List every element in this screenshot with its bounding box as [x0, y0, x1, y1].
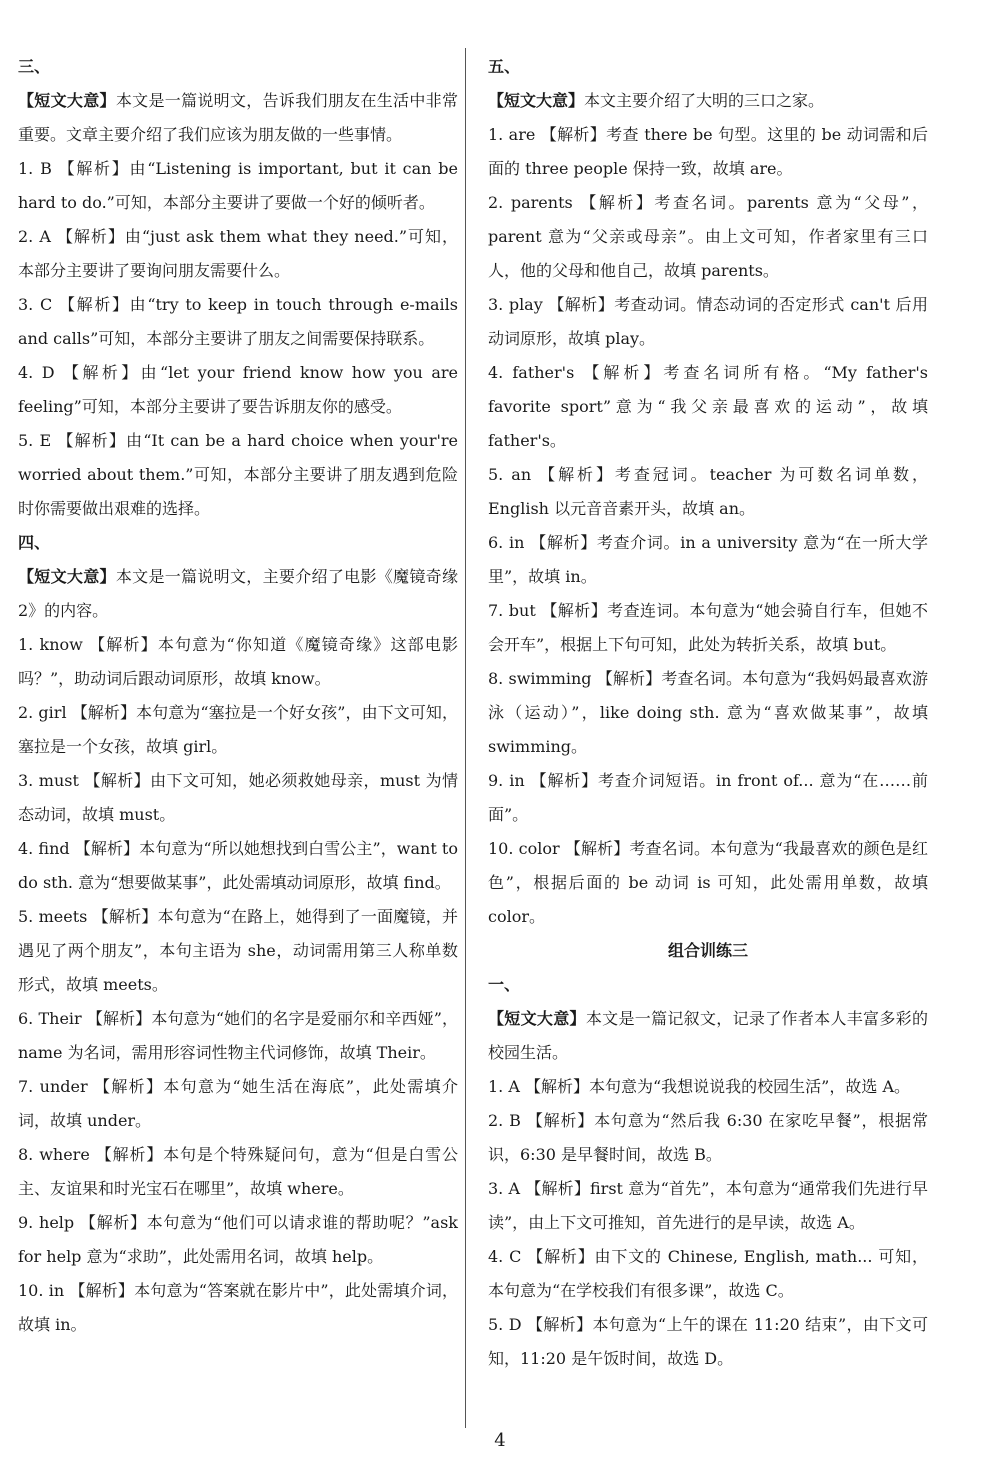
answer-item: 2. A 【解析】由“just ask them what they need.”可知，本部分主要讲了要询问朋友需要什么。 [18, 227, 458, 280]
section-5-heading: 五、 [488, 57, 521, 76]
answer-item: 8. where 【解析】本句是个特殊疑问句，意为“但是白雪公主、友谊果和时光宝石在哪里”，故填 where。 [18, 1145, 458, 1198]
answer-item: 5. E 【解析】由“It can be a hard choice when your're worried about them.”可知，本部分主要讲了朋友遇到危险时你需要做出艰难的选择。 [18, 431, 458, 518]
answer-item: 1. are 【解析】考查 there be 句型。这里的 be 动词需和后面的 three people 保持一致，故填 are。 [488, 125, 928, 178]
answer-item: 4. find 【解析】本句意为“所以她想找到白雪公主”，want to do sth. 意为“想要做某事”，此处需填动词原形，故填 find。 [18, 839, 458, 892]
answer-item: 3. C 【解析】由“try to keep in touch through e-mails and calls”可知，本部分主要讲了朋友之间需要保持联系。 [18, 295, 458, 348]
summary-text: 本文是一篇说明文，告诉我们朋友在生活中非常重要。文章主要介绍了我们应该为朋友做的一些事情。 [18, 91, 458, 144]
answer-item: 4. father's 【解析】考查名词所有格。“My father's favorite sport”意为“我父亲最喜欢的运动”，故填 father's。 [488, 363, 928, 450]
answer-item: 3. play 【解析】考查动词。情态动词的否定形式 can't 后用动词原形，故填 play。 [488, 295, 928, 348]
answer-item: 3. must 【解析】由下文可知，她必须救她母亲，must 为情态动词，故填 must。 [18, 771, 458, 824]
left-column [18, 50, 458, 1342]
answer-item: 1. B 【解析】由“Listening is important, but it can be hard to do.”可知，本部分主要讲了要做一个好的倾听者。 [18, 159, 458, 212]
summary-text: 本文是一篇记叙文，记录了作者本人丰富多彩的校园生活。 [488, 1009, 928, 1062]
answer-item: 2. B 【解析】本句意为“然后我 6:30 在家吃早餐”，根据常识，6:30 是早餐时间，故选 B。 [488, 1111, 928, 1164]
section-5-summary [488, 84, 928, 118]
answer-item: 9. in 【解析】考查介词短语。in front of... 意为“在……前面”。 [488, 771, 928, 824]
summary-text: 本文主要介绍了大明的三口之家。 [584, 91, 825, 110]
answer-item: 5. meets 【解析】本句意为“在路上，她得到了一面魔镜，并遇见了两个朋友”，本句主语为 she，动词需用第三人称单数形式，故填 meets。 [18, 907, 458, 994]
answer-item: 8. swimming 【解析】考查名词。本句意为“我妈妈最喜欢游泳（运动）”，like doing sth. 意为“喜欢做某事”，故填 swimming。 [488, 669, 928, 756]
summary-label: 【短文大意】 [488, 1009, 586, 1028]
answer-item: 1. A 【解析】本句意为“我想说说我的校园生活”，故选 A。 [488, 1077, 910, 1096]
answer-item: 7. but 【解析】考查连词。本句意为“她会骑自行车，但她不会开车”，根据上下句可知，此处为转折关系，故填 but。 [488, 601, 928, 654]
summary-label: 【短文大意】 [488, 91, 585, 110]
answer-item: 2. girl 【解析】本句意为“塞拉是一个好女孩”，由下文可知，塞拉是一个女孩，故填 girl。 [18, 703, 458, 756]
answer-item: 1. know 【解析】本句意为“你知道《魔镜奇缘》这部电影吗？”，助动词后跟动词原形，故填 know。 [18, 635, 458, 688]
answer-item: 5. D 【解析】本句意为“上午的课在 11:20 结束”，由下文可知，11:20 是午饭时间，故选 D。 [488, 1315, 928, 1368]
answer-item: 10. color 【解析】考查名词。本句意为“我最喜欢的颜色是红色”，根据后面的 be 动词 is 可知，此处需用单数，故填 color。 [488, 839, 928, 926]
right-column [488, 50, 928, 1376]
answer-item: 5. an 【解析】考查冠词。teacher 为可数名词单数，English 以元音音素开头，故填 an。 [488, 465, 928, 518]
summary-text: 本文是一篇说明文，主要介绍了电影《魔镜奇缘2》的内容。 [18, 567, 458, 620]
section-3-summary [18, 84, 458, 152]
answer-item: 6. in 【解析】考查介词。in a university 意为“在一所大学里”，故填 in。 [488, 533, 928, 586]
answer-item: 9. help 【解析】本句意为“他们可以请求谁的帮助呢？”ask for help 意为“求助”，此处需用名词，故填 help。 [18, 1213, 458, 1266]
answer-item: 4. D 【解析】由“let your friend know how you are feeling”可知，本部分主要讲了要告诉朋友你的感受。 [18, 363, 458, 416]
group-title: 组合训练三 [667, 941, 748, 960]
answer-item: 7. under 【解析】本句意为“她生活在海底”，此处需填介词，故填 under。 [18, 1077, 458, 1130]
section-4-heading: 四、 [18, 533, 51, 552]
answer-item: 6. Their 【解析】本句意为“她们的名字是爱丽尔和辛西娅”，name 为名词，需用形容词性物主代词修饰，故填 Their。 [18, 1009, 458, 1062]
column-divider [465, 48, 466, 1428]
page-number: 4 [494, 1430, 506, 1451]
answer-item: 3. A 【解析】first 意为“首先”，本句意为“通常我们先进行早读”，由上下文可推知，首先进行的是早读，故选 A。 [488, 1179, 928, 1232]
summary-label: 【短文大意】 [18, 567, 116, 586]
summary-label: 【短文大意】 [18, 91, 116, 110]
answer-item: 2. parents 【解析】考查名词。parents 意为“父母”，parent 意为“父亲或母亲”。由上文可知，作者家里有三口人，他的父母和他自己，故填 parents。 [488, 193, 928, 280]
answer-item: 10. in 【解析】本句意为“答案就在影片中”，此处需填介词，故填 in。 [18, 1281, 458, 1334]
section-4-summary [18, 560, 458, 628]
section-3-heading: 三、 [18, 57, 51, 76]
group-section-1-summary [488, 1002, 928, 1070]
answer-item: 4. C 【解析】由下文的 Chinese, English, math... 可知，本句意为“在学校我们有很多课”，故选 C。 [488, 1247, 928, 1300]
group-section-1-heading: 一、 [488, 975, 521, 994]
